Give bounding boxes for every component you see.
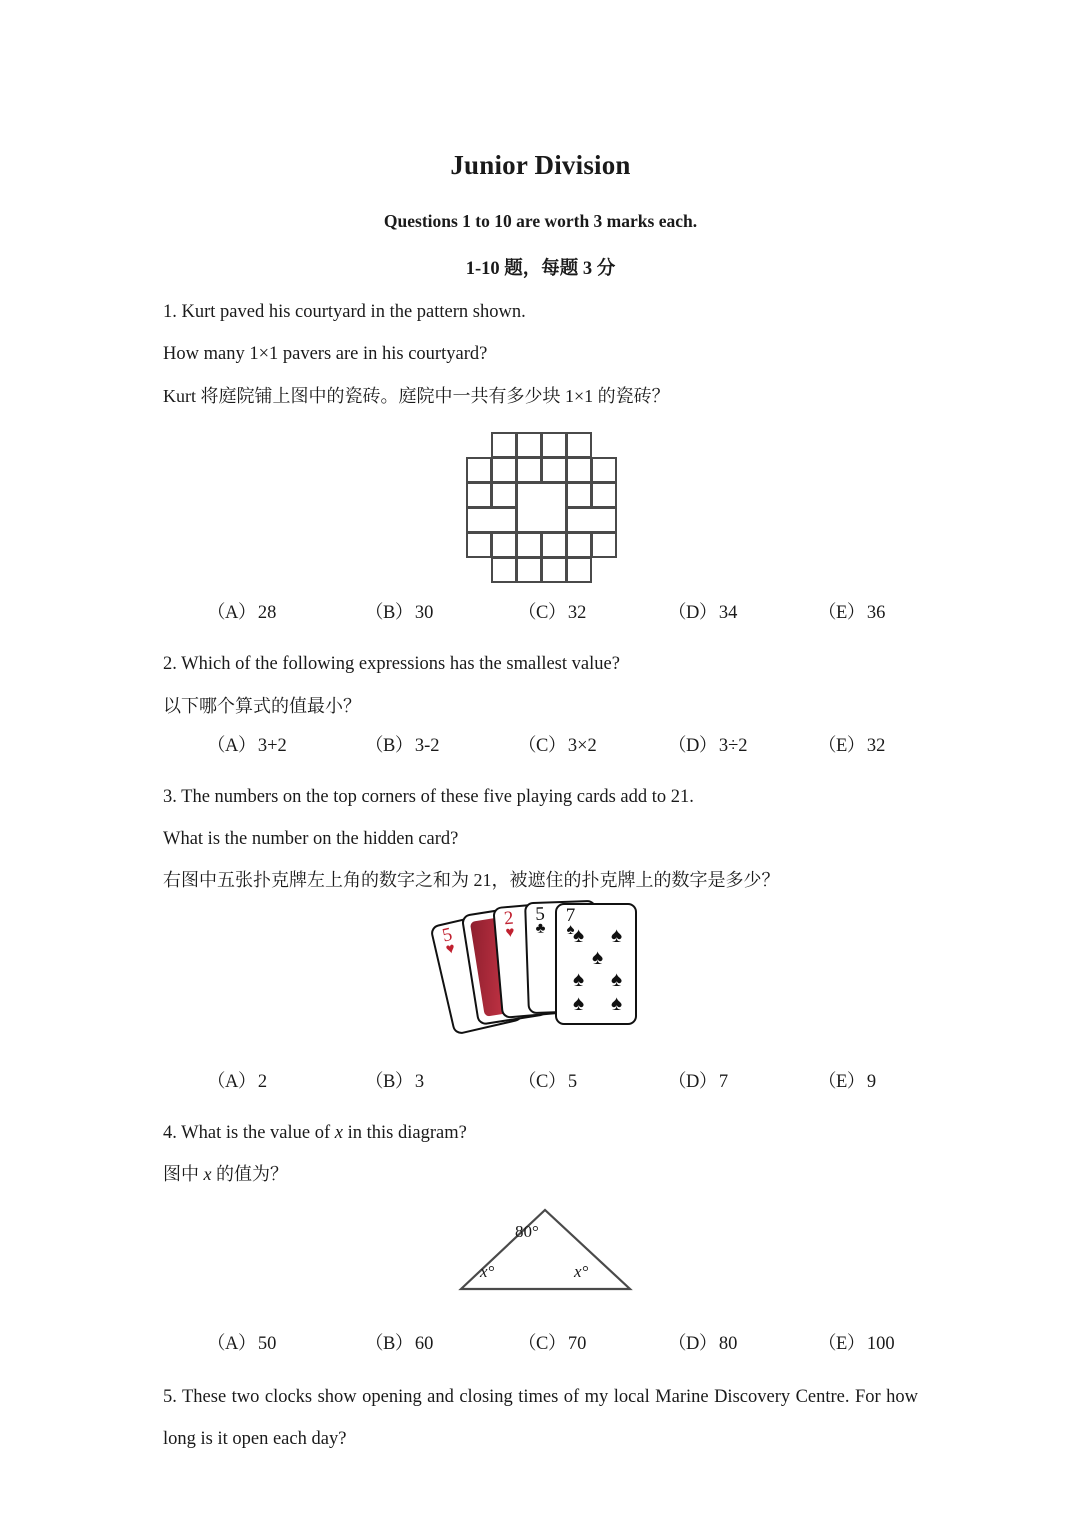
paver-cell bbox=[466, 507, 517, 533]
question-2-line-chinese: 以下哪个算式的值最小？ bbox=[163, 695, 361, 716]
question-3-line-1: 3. The numbers on the top corners of these five playing cards add to 21. bbox=[163, 786, 694, 807]
question-2-line-1: 2. Which of the following expressions has the smallest value? bbox=[163, 654, 620, 675]
option-3-e[interactable]: （E） 9 bbox=[818, 1072, 877, 1093]
playing-card-5 bbox=[555, 903, 637, 1025]
option-2-a[interactable]: （A） 3+2 bbox=[207, 735, 287, 756]
question-2-options bbox=[163, 717, 918, 765]
option-4-c[interactable]: （C） 70 bbox=[518, 1334, 587, 1355]
subtitle-english: Questions 1 to 10 are worth 3 marks each. bbox=[383, 211, 698, 231]
option-2-c[interactable]: （C） 3×2 bbox=[518, 735, 597, 756]
option-4-d[interactable]: （D） 80 bbox=[668, 1334, 738, 1355]
paver-cell bbox=[541, 457, 567, 483]
option-1-c[interactable]: （C） 32 bbox=[518, 603, 587, 624]
question-4-line-1: 4. What is the value of x in this diagram? bbox=[163, 1123, 467, 1144]
option-1-d[interactable]: （D） 34 bbox=[668, 603, 738, 624]
option-1-a[interactable]: （A） 28 bbox=[207, 603, 277, 624]
option-3-d[interactable]: （D） 7 bbox=[668, 1072, 729, 1093]
variable-x: x bbox=[334, 1123, 343, 1144]
paver-cell bbox=[541, 432, 567, 458]
question-3-figure bbox=[163, 891, 918, 1053]
question-1-line-1: 1. Kurt paved his courtyard in the pattern shown. bbox=[163, 302, 526, 322]
paver-cell bbox=[566, 557, 592, 583]
question-1-options bbox=[163, 584, 918, 632]
paver-cell bbox=[516, 557, 542, 583]
question-1-line-2: How many 1×1 pavers are in his courtyard? bbox=[163, 344, 488, 365]
question-1-figure bbox=[163, 406, 918, 584]
paver-cell bbox=[491, 432, 517, 458]
triangle-right-angle: x° bbox=[574, 1262, 589, 1282]
option-1-b[interactable]: （B） 30 bbox=[365, 603, 434, 624]
paver-cell bbox=[566, 532, 592, 558]
question-4-line-chinese: 图中 x 的值为？ bbox=[163, 1164, 288, 1185]
question-4-options bbox=[163, 1315, 918, 1363]
paver-cell bbox=[541, 532, 567, 558]
page-title: Junior Division bbox=[450, 150, 631, 180]
playing-cards-diagram bbox=[441, 899, 651, 1039]
variable-x-cn: x bbox=[203, 1164, 212, 1185]
paver-cell bbox=[566, 507, 617, 533]
paver-grid-diagram bbox=[466, 432, 618, 560]
question-4-figure bbox=[163, 1185, 918, 1315]
paver-cell bbox=[491, 482, 517, 508]
card-corner-3: 2 ♥ bbox=[503, 907, 516, 942]
paver-cell bbox=[566, 457, 592, 483]
paver-cell bbox=[491, 457, 517, 483]
triangle-left-angle: x° bbox=[480, 1262, 495, 1282]
option-3-a[interactable]: （A） 2 bbox=[207, 1072, 268, 1093]
paver-cell bbox=[516, 432, 542, 458]
option-2-d[interactable]: （D） 3÷2 bbox=[668, 735, 748, 756]
option-4-b[interactable]: （B） 60 bbox=[365, 1334, 434, 1355]
question-1-line-chinese: Kurt 将庭院铺上图中的瓷砖。庭院中一共有多少块 1×1 的瓷砖？ bbox=[163, 385, 670, 406]
paver-cell bbox=[466, 457, 492, 483]
question-3-line-2: What is the number on the hidden card? bbox=[163, 828, 459, 849]
triangle-diagram bbox=[458, 1207, 633, 1293]
paver-cell bbox=[566, 432, 592, 458]
triangle-apex-angle: 80° bbox=[515, 1222, 539, 1242]
subtitle-chinese: 1-10 题，每题 3 分 bbox=[465, 259, 616, 279]
paver-cell bbox=[591, 457, 617, 483]
paver-cell bbox=[516, 532, 542, 558]
question-3-options bbox=[163, 1053, 918, 1101]
card-corner-1: 5 ♥ bbox=[440, 924, 457, 959]
paver-cell bbox=[541, 557, 567, 583]
option-1-e[interactable]: （E） 36 bbox=[818, 603, 886, 624]
page-content bbox=[163, 0, 918, 1461]
option-4-a[interactable]: （A） 50 bbox=[207, 1334, 277, 1355]
option-2-e[interactable]: （E） 32 bbox=[818, 735, 886, 756]
paver-cell bbox=[591, 482, 617, 508]
paver-cell bbox=[466, 482, 492, 508]
option-3-b[interactable]: （B） 3 bbox=[365, 1072, 425, 1093]
question-5-line-1: 5. These two clocks show opening and closing times of my local Marine Discovery Centre. For how long is it open each day? bbox=[163, 1387, 918, 1449]
paver-cell bbox=[466, 532, 492, 558]
option-3-c[interactable]: （C） 5 bbox=[518, 1072, 578, 1093]
paver-hole bbox=[516, 482, 567, 533]
question-3-line-chinese: 右图中五张扑克牌左上角的数字之和为 21，被遮住的扑克牌上的数字是多少？ bbox=[163, 870, 780, 891]
paver-cell bbox=[516, 457, 542, 483]
paver-cell bbox=[591, 532, 617, 558]
option-2-b[interactable]: （B） 3-2 bbox=[365, 735, 440, 756]
card-corner-4: 5 ♣ bbox=[534, 903, 546, 937]
paver-cell bbox=[491, 557, 517, 583]
option-4-e[interactable]: （E） 100 bbox=[818, 1334, 895, 1355]
paver-cell bbox=[566, 482, 592, 508]
paver-cell bbox=[491, 532, 517, 558]
card-pips: ♠ ♠ ♠ ♠ ♠ ♠ ♠ bbox=[573, 923, 623, 1016]
card-corner-5: 7 ♠ bbox=[565, 905, 576, 939]
